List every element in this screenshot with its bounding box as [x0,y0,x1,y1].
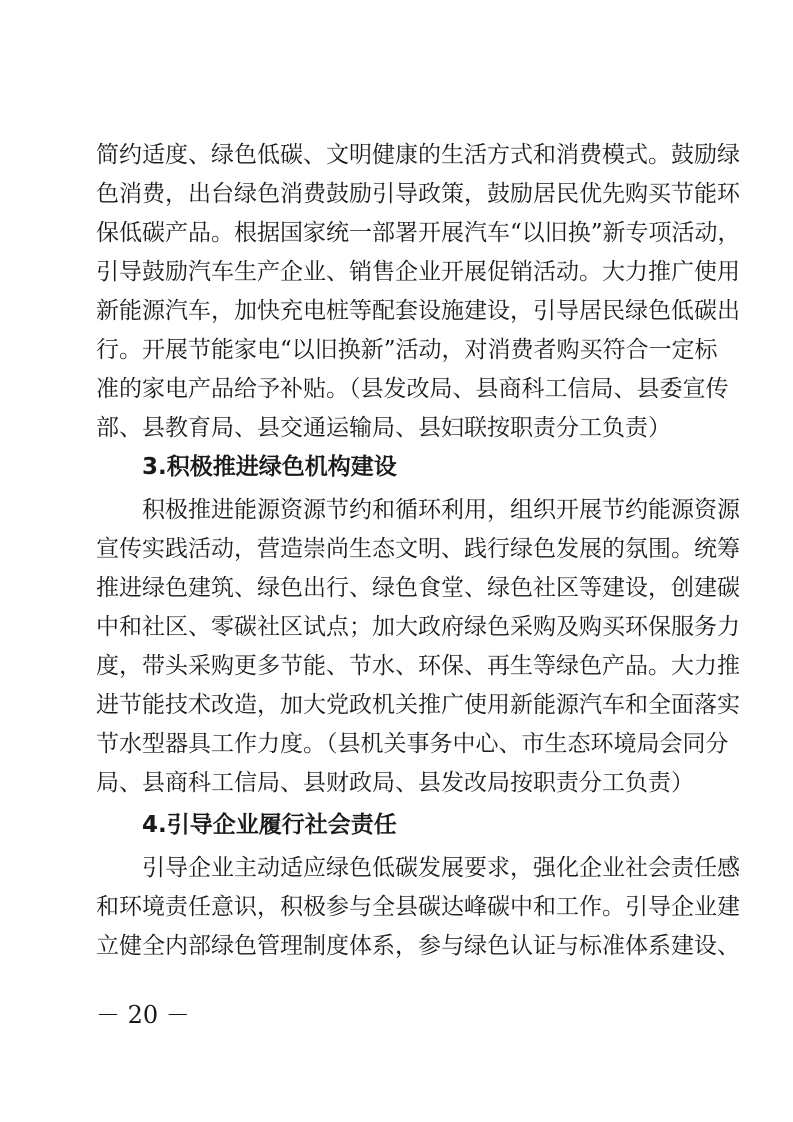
paragraph-line: 准的家电产品给予补贴。（县发改局、县商科工信局、县委宣传 [96,376,729,402]
paragraph-line: 立健全内部绿色管理制度体系，参与绿色认证与标准体系建设、 [96,933,740,959]
paragraph-line: 积极推进能源资源节约和循环利用，组织开展节约能源资源 [142,497,740,523]
paragraph-line: 简约适度、绿色低碳、文明健康的生活方式和消费模式。鼓励绿 [96,142,740,168]
section-heading: 4.引导企业履行社会责任 [142,812,397,838]
paragraph-line: 节水型器具工作力度。（县机关事务中心、市生态环境局会同分 [96,731,729,757]
paragraph-line: 推进绿色建筑、绿色出行、绿色食堂、绿色社区等建设，创建碳 [96,575,740,601]
paragraph-line: 引导鼓励汽车生产企业、销售企业开展促销活动。大力推广使用 [96,259,740,285]
paragraph-line: 和环境责任意识，积极参与全县碳达峰碳中和工作。引导企业建 [96,894,740,920]
paragraph-line: 进节能技术改造，加大党政机关推广使用新能源汽车和全面落实 [96,692,740,718]
paragraph-line: 色消费，出台绿色消费鼓励引导政策，鼓励居民优先购买节能环 [96,181,740,207]
paragraph-line: 新能源汽车，加快充电桩等配套设施建设，引导居民绿色低碳出 [96,298,740,324]
section-heading: 3.积极推进绿色机构建设 [142,454,397,480]
paragraph-line: 宣传实践活动，营造崇尚生态文明、践行绿色发展的氛围。统筹 [96,536,740,562]
paragraph-line: 部、县教育局、县交通运输局、县妇联按职责分工负责） [96,415,671,441]
paragraph-line: 度，带头采购更多节能、节水、环保、再生等绿色产品。大力推 [96,653,740,679]
paragraph-line: 中和社区、零碳社区试点；加大政府绿色采购及购买环保服务力 [96,614,740,640]
paragraph-line: 引导企业主动适应绿色低碳发展要求，强化企业社会责任感 [142,855,740,881]
paragraph-line: 行。开展节能家电“以旧换新”活动，对消费者购买符合一定标 [96,337,718,363]
paragraph-line: 局、县商科工信局、县财政局、县发改局按职责分工负责） [96,770,694,796]
paragraph-line: 保低碳产品。根据国家统一部署开展汽车“以旧换”新专项活动， [96,220,741,246]
page-number: － 20 － [96,1001,190,1029]
